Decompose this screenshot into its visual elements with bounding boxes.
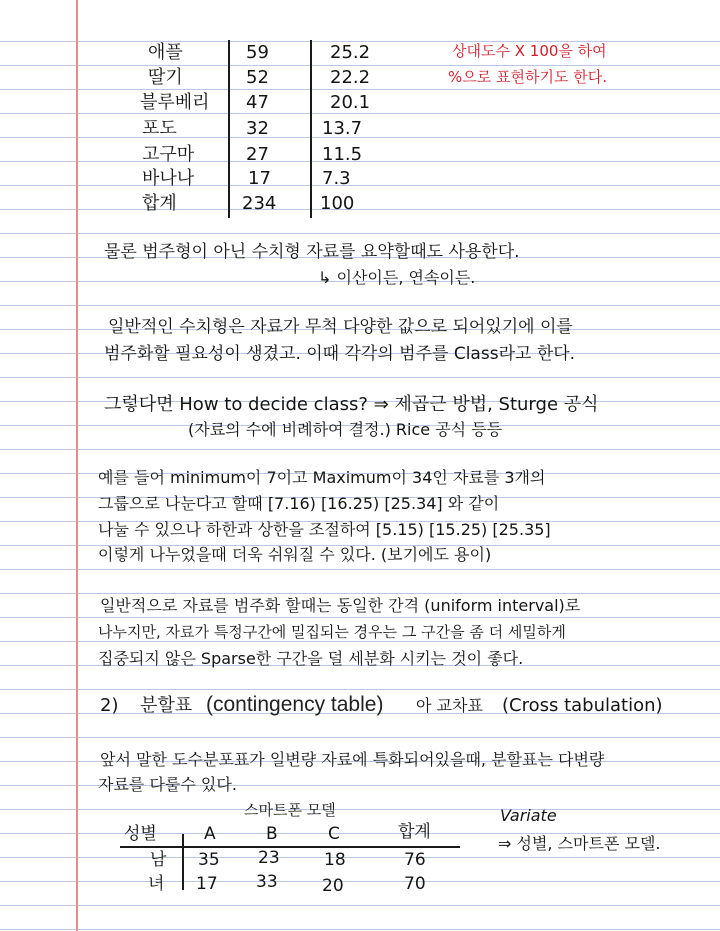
percent-cell: 100	[320, 193, 355, 214]
item-cell: 블루베리	[140, 92, 210, 113]
note-line: 일반적인 수치형은 자료가 무척 다양한 값으로 되어있기에 이를	[108, 317, 573, 337]
variate-title: Variate	[500, 806, 557, 825]
note-line: 나누지만, 자료가 특정구간에 밀집되는 경우는 그 구간을 좀 더 세밀하게	[98, 623, 566, 641]
side-note-line: %으로 표현하기도 한다.	[448, 68, 607, 86]
note-line: 이렇게 나누었을때 더욱 쉬워질 수 있다. (보기에도 용이)	[98, 545, 492, 564]
count-cell: 234	[242, 193, 277, 214]
note-line: ↳ 이산이든, 연속이든.	[318, 268, 476, 287]
count-cell: 47	[246, 92, 269, 113]
column-header: B	[266, 824, 278, 844]
note-line: 물론 범주형이 아닌 수치형 자료를 요약할때도 사용한다.	[104, 242, 520, 262]
note-line: 그렇다면 How to decide class? ⇒ 제곱근 방법, Sturge 공식	[104, 394, 599, 415]
notebook-margin-line	[76, 0, 78, 931]
item-cell: 애플	[148, 42, 183, 63]
note-line: 나눌 수 있으나 하한과 상한을 조절하여 [5.15) [15.25) [25.35]	[98, 520, 551, 539]
item-cell: 합계	[142, 193, 177, 214]
count-cell: 27	[246, 144, 269, 165]
column-header: 합계	[398, 822, 431, 842]
note-line: (자료의 수에 비례하여 결정.) Rice 공식 등등	[188, 420, 503, 439]
note-line: 앞서 말한 도수분포표가 일변량 자료에 특화되어있을때, 분할표는 다변량	[100, 750, 605, 769]
table-divider	[310, 40, 312, 218]
table-cell: 76	[404, 850, 426, 870]
heading-english: (contingency table)	[206, 693, 384, 716]
count-cell: 32	[246, 118, 269, 139]
table-cell: 17	[196, 874, 218, 894]
row-label: 녀	[148, 874, 165, 894]
table-cell: 70	[404, 874, 426, 894]
table-divider	[182, 834, 184, 890]
note-line: 자료를 다룰수 있다.	[98, 775, 237, 794]
heading-korean: 분할표	[140, 695, 193, 716]
heading-english-alt: (Cross tabulation)	[502, 695, 663, 716]
count-cell: 17	[248, 168, 271, 189]
percent-cell: 11.5	[322, 144, 363, 165]
table-cell: 23	[258, 848, 280, 868]
percent-cell: 13.7	[322, 118, 363, 139]
table-cell: 35	[198, 850, 220, 870]
percent-cell: 20.1	[330, 92, 371, 113]
variate-text: ⇒ 성별, 스마트폰 모델.	[498, 834, 661, 853]
item-cell: 딸기	[148, 67, 183, 88]
column-header: C	[328, 824, 340, 844]
item-cell: 포도	[142, 118, 177, 139]
side-note-line: 상대도수 X 100을 하여	[452, 42, 607, 60]
table-cell: 20	[322, 876, 344, 896]
count-cell: 59	[246, 42, 269, 63]
count-cell: 52	[246, 67, 269, 88]
row-header: 성별	[124, 824, 157, 844]
note-line: 예를 들어 minimum이 7이고 Maximum이 34인 자료를 3개의	[98, 468, 546, 487]
row-label: 남	[150, 850, 167, 870]
table-divider	[228, 40, 230, 218]
note-line: 일반적으로 자료를 범주화 할때는 동일한 간격 (uniform interval)로	[100, 596, 581, 615]
column-header: A	[204, 824, 216, 844]
percent-cell: 22.2	[330, 67, 371, 88]
table-rule	[120, 846, 460, 848]
note-line: 범주화할 필요성이 생겼고. 이때 각각의 범주를 Class라고 한다.	[104, 344, 576, 364]
note-line: 그룹으로 나눈다고 할때 [7.16) [16.25) [25.34] 와 같이	[98, 494, 500, 513]
table-cell: 33	[256, 872, 278, 892]
column-group-header: 스마트폰 모델	[244, 801, 336, 819]
item-cell: 고구마	[142, 144, 195, 165]
percent-cell: 25.2	[330, 42, 371, 63]
heading-alt: 아 교차표	[416, 696, 483, 715]
heading-number: 2)	[100, 695, 119, 716]
percent-cell: 7.3	[322, 168, 351, 189]
table-cell: 18	[324, 850, 346, 870]
note-line: 집중되지 않은 Sparse한 구간을 덜 세분화 시키는 것이 좋다.	[98, 649, 524, 668]
item-cell: 바나나	[142, 168, 195, 189]
